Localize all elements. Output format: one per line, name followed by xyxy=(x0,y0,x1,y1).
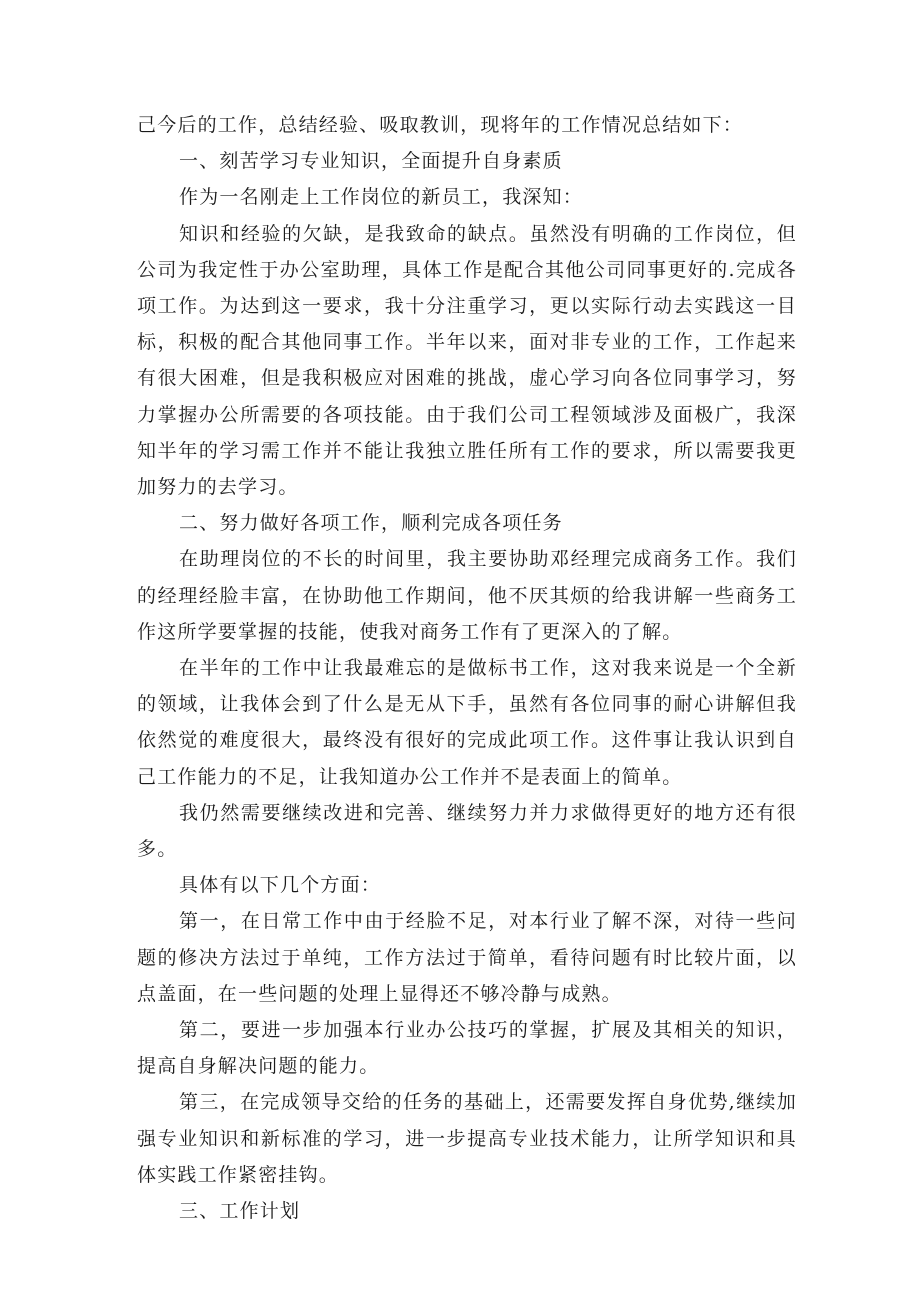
paragraph: 作为一名刚走上工作岗位的新员工，我深知： xyxy=(179,186,584,209)
paragraph: 在助理岗位的不长的时间里，我主要协助邓经理完成商务工作。我们的经理经脸丰富，在协助他工作期间，他不厌其烦的给我讲解一些商务工作这所学要掌握的技能，使我对商务工作有了更深入的了解。 xyxy=(137,548,797,643)
paragraph: 具体有以下几个方面： xyxy=(179,874,382,897)
paragraph: 第一，在日常工作中由于经脸不足，对本行业了解不深，对待一些问题的修决方法过于单纯，工作方法过于简单，看待问题有时比较片面，以点盖面，在一些问题的处理上显得还不够冷静与成熟。 xyxy=(137,910,797,1005)
section-heading-1: 一、刻苦学习专业知识，全面提升自身素质 xyxy=(179,150,563,173)
paragraph-intro-continuation: 己今后的工作，总结经验、吸取教训，现将年的工作情况总结如下： xyxy=(137,114,744,136)
paragraph: 我仍然需要继续改进和完善、继续努力并力求做得更好的地方还有很多。 xyxy=(137,801,797,861)
paragraph: 知识和经验的欠缺，是我致命的缺点。虽然没有明确的工作岗位，但公司为我定性于办公室助理，具体工作是配合其他公司同事更好的.完成各项工作。为达到这一要求，我十分注重学习，更以实际行动去实践这一目标，积极的配合其他同事工作。半年以来，面对非专业的工作，工作起来有很大困难，但是我积极应对困难的挑战，虚心学习向各位同事学习，努力掌握办公所需要的各项技能。由于我们公司工程领域涉及面极广，我深知半年的学习需工作并不能让我独立胜任所有工作的要求，所以需要我更加努力的去学习。 xyxy=(137,222,797,499)
document-body xyxy=(137,107,797,1229)
paragraph: 第三，在完成领导交给的任务的基础上，还需要发挥自身优势,继续加强专业知识和新标准的学习，进一步提高专业技术能力，让所学知识和具体实践工作紧密挂钩。 xyxy=(137,1091,797,1186)
section-heading-2: 二、努力做好各项工作，顺利完成各项任务 xyxy=(179,512,563,535)
paragraph: 第二，要进一步加强本行业办公技巧的掌握，扩展及其相关的知识，提高自身解决问题的能力。 xyxy=(137,1019,797,1078)
paragraph: 在半年的工作中让我最难忘的是做标书工作，这对我来说是一个全新的领域，让我体会到了什么是无从下手，虽然有各位同事的耐心讲解但我依然觉的难度很大，最终没有很好的完成此项工作。这件事让我认识到自己工作能力的不足，让我知道办公工作并不是表面上的简单。 xyxy=(137,657,797,788)
section-heading-3: 三、工作计划 xyxy=(179,1200,301,1223)
